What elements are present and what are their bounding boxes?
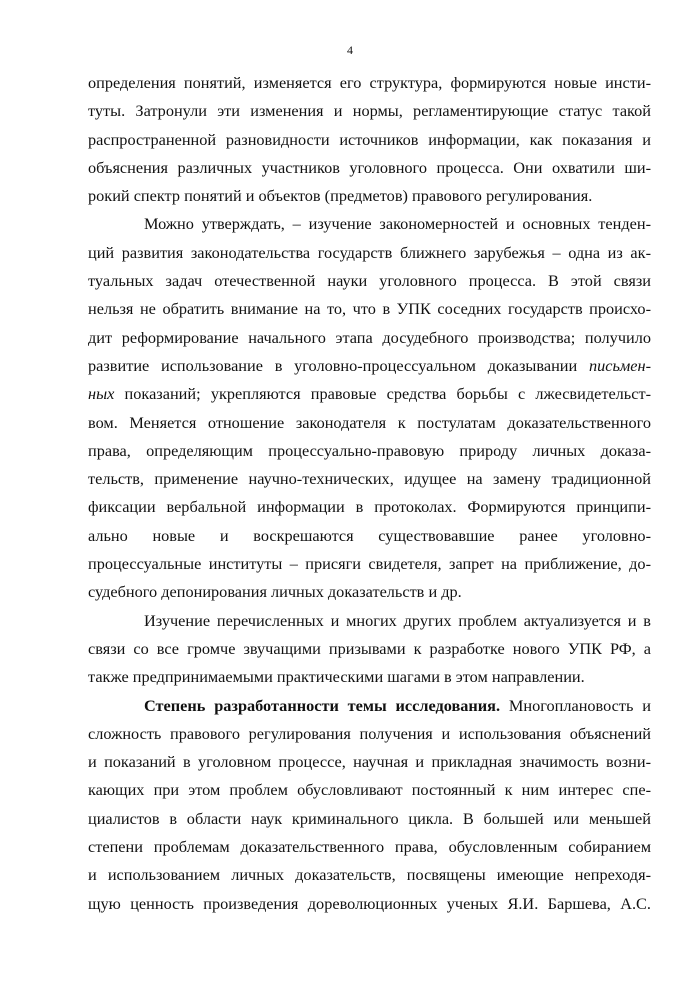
text-line: и показаний в уголовном процессе, научная и прикладная значимость возни- [88,752,651,772]
text-line: распространенной разновидности источников информации, как показания и [88,129,651,149]
text-line: щую ценность произведения дореволюционных ученых Я.И. Баршева, А.С. [88,893,651,913]
text-line: вом. Меняется отношение законодателя к постулатам доказательственного [88,412,651,432]
text-line: объяснения различных участников уголовного процесса. Они охватили ши- [88,157,651,177]
italic-word: письмен- [588,355,651,375]
text-line: туты. Затронули эти изменения и нормы, регламентирующие статус такой [88,101,651,121]
text-line [88,352,651,380]
section-heading: Степень разработанности темы исследования. [144,695,501,715]
paragraph-4 [88,692,651,918]
paragraph-1 [88,69,651,210]
text-line: судебного депонирования личных доказательств и др. [88,582,462,602]
text-line: Изучение перечисленных и многих других проблем актуализуется и в [144,610,651,630]
text-line: кающих при этом проблем обусловливают постоянный к ним интерес спе- [88,780,651,800]
text-line: циалистов в области наук криминального цикла. В большей или меньшей [88,808,651,828]
text-line: права, определяющим процессуально-правовую природу личных доказа- [88,440,651,460]
text-line: рокий спектр понятий и объектов (предметов) правового регулирования. [88,186,593,206]
text-line: ально новые и воскрешаются существовавшие ранее уголовно- [88,525,651,545]
text-line: процессуальные институты – присяги свидетеля, запрет на приближение, до- [88,554,651,574]
body-text [88,69,651,918]
page-number: 4 [347,43,353,57]
text-line: степени проблемам доказательственного права, обусловленным собиранием [88,837,651,857]
text-line: фиксации вербальной информации в протоколах. Формируются принципи- [88,497,651,517]
text-line: нельзя не обратить внимание на то, что в УПК соседних государств происхо- [88,299,651,319]
text-line: туальных задач отечественной науки уголовного процесса. В этой связи [88,271,651,291]
text-run: Многоплановость и [500,695,651,715]
text-line: также предпринимаемыми практическими шагами в этом направлении. [88,667,585,687]
text-line: связи со все громче звучащими призывами к разработке нового УПК РФ, а [88,638,651,658]
text-line [88,692,651,720]
text-line: определения понятий, изменяется его структура, формируются новые инсти- [88,73,651,92]
text-line: тельств, применение научно-технических, идущее на замену традиционной [88,469,651,489]
text-run: развитие использование в уголовно-процессуальном доказывании [88,355,589,375]
text-line: сложность правового регулирования получения и использования объяснений [88,723,651,743]
text-line: Можно утверждать, – изучение закономерностей и основных тенден- [144,214,651,234]
text-line: ций развития законодательства государств ближнего зарубежья – одна из ак- [88,242,651,262]
paragraph-3 [88,607,651,692]
text-line [88,380,651,408]
paragraph-2 [88,210,651,606]
text-line: дит реформирование начального этапа досудебного производства; получило [88,327,651,347]
text-run: показаний; укрепляются правовые средства борьбы с лжесвидетельст- [114,384,651,404]
text-line: и использованием личных доказательств, посвящены имеющие непреходя- [88,865,651,885]
italic-word: ных [88,384,115,404]
